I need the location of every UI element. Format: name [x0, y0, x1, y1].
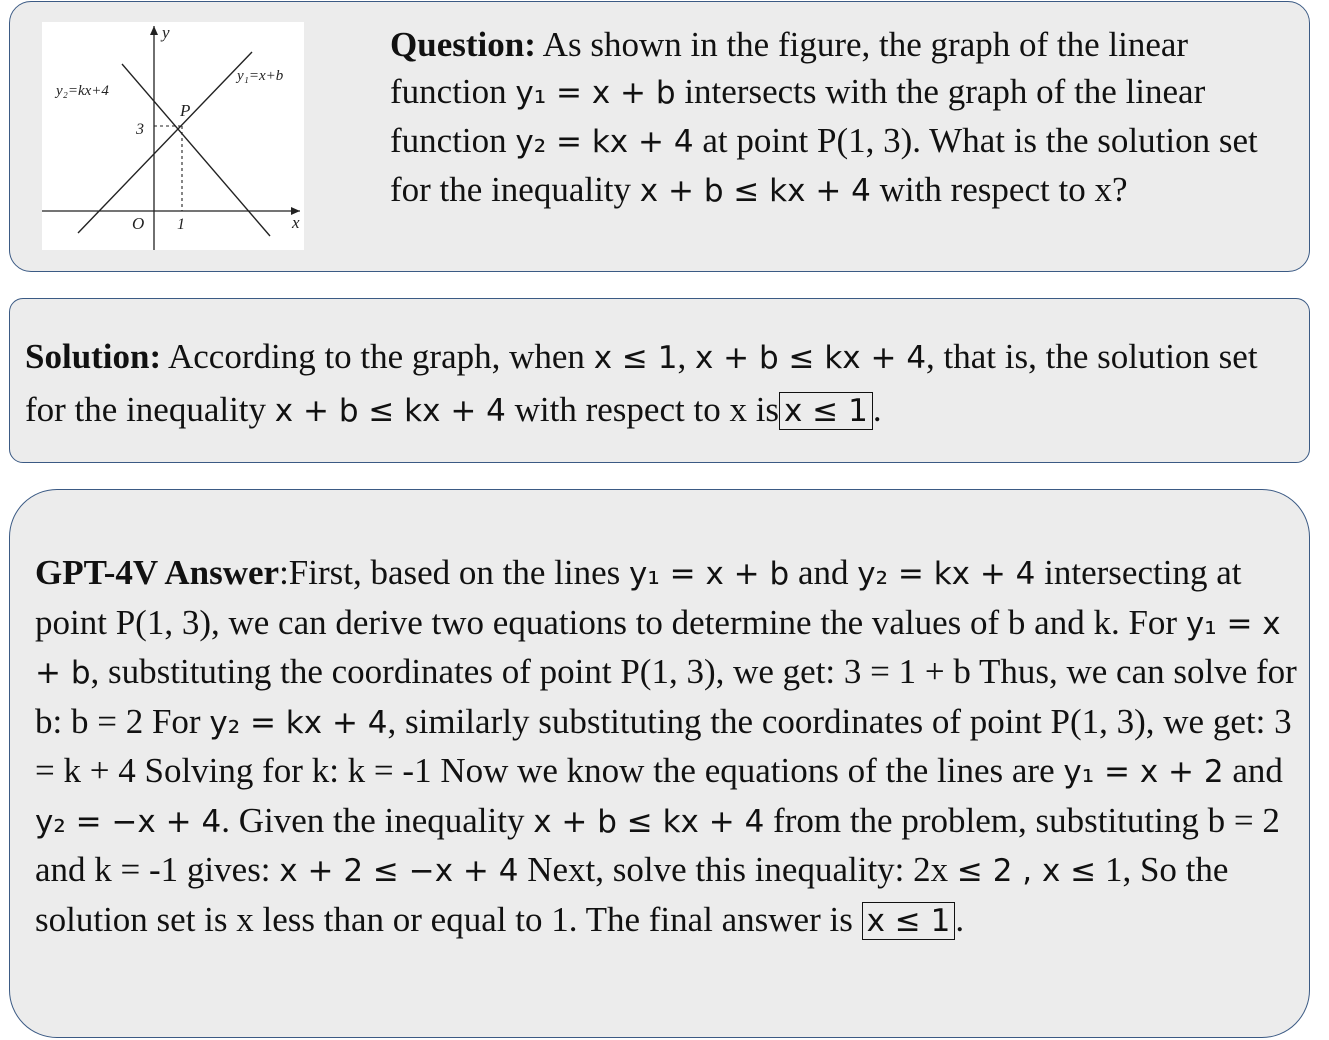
solution-end: .: [872, 390, 882, 429]
answer-sentence-7: 1, So the solution set is x less than or equal to 1. The final answer is: [35, 850, 1229, 939]
tick-y-label: 3: [136, 121, 144, 138]
question-point: at point P(1, 3). What is the solution set for the inequality: [390, 121, 1258, 209]
answer-eq1: y₁ = x + b: [629, 556, 790, 592]
answer-inequality-3: ≤ 2 , x ≤: [956, 853, 1097, 889]
y-axis-arrow: [150, 26, 158, 35]
model-answer-card: [9, 489, 1310, 1038]
answer-intro: :First, based on the lines: [279, 553, 630, 592]
line-y1: [78, 52, 252, 233]
question-intro: As shown in the figure, the graph of the linear function: [390, 25, 1189, 111]
solution-comma: ,: [677, 337, 695, 376]
answer-sentence-2: , substituting the coordinates of point P(1, 3), we get: 3 = 1 + b Thus, we can solve for b: b = 2 For: [35, 652, 1297, 741]
question-eq1: y₁ = x + b: [515, 75, 676, 111]
question-label: Question:: [390, 25, 536, 64]
question-end: with respect to x?: [870, 170, 1128, 209]
solution-part3: with respect to x is: [505, 390, 780, 429]
tick-x-label: 1: [177, 216, 185, 233]
answer-eq1b: y₁ = x + b: [35, 605, 1281, 691]
answer-eq4: y₂ = −x + 4: [35, 803, 222, 840]
answer-and: and: [789, 553, 858, 592]
model-answer-text: [35, 549, 1301, 945]
line-y2-label: y₂=kx+4: [56, 83, 109, 99]
answer-eq3: y₁ = x + 2: [1063, 754, 1224, 790]
answer-sentence-3: , similarly substituting the coordinates of point P(1, 3), we get: 3 = k + 4 Solving for k: k = -1 Now we know the equations of the lines are: [35, 701, 1292, 790]
answer-sentence-4: . Given the inequality: [221, 800, 534, 840]
solution-inequality-2: x + b ≤ kx + 4: [274, 393, 506, 429]
answer-sentence-1: intersecting at point P(1, 3), we can derive two equations to determine the values of b and k. For: [35, 553, 1242, 642]
point-label: P: [180, 101, 191, 120]
answer-end: .: [955, 899, 965, 939]
answer-sentence-5: from the problem, substituting b = 2 and k = -1 gives:: [35, 800, 1280, 889]
solution-part1: According to the graph, when: [161, 337, 594, 376]
y-axis-label: y: [162, 23, 170, 42]
x-axis-label: x: [292, 213, 300, 232]
question-inequality: x + b ≤ kx + 4: [639, 173, 871, 209]
solution-condition: x ≤ 1: [593, 340, 678, 376]
answer-inequality-2: x + 2 ≤ −x + 4: [279, 853, 519, 889]
solution-part2: , that is, the solution set for the inequality: [25, 337, 1258, 429]
solution-inequality: x + b ≤ kx + 4: [694, 340, 927, 376]
question-text: [390, 21, 1302, 215]
question-eq2: y₂ = kx + 4: [515, 124, 694, 160]
solution-card: [9, 298, 1310, 463]
line-y2: [122, 64, 270, 236]
answer-label: GPT-4V Answer: [35, 553, 280, 592]
solution-text: [25, 331, 1295, 437]
question-card: [9, 1, 1310, 272]
answer-eq2: y₂ = kx + 4: [857, 556, 1036, 592]
function-graph: [42, 22, 304, 250]
graph-svg: [42, 22, 304, 250]
solution-answer-box: x ≤ 1: [779, 392, 873, 430]
solution-label: Solution:: [25, 337, 162, 376]
answer-final-box: x ≤ 1: [862, 902, 956, 940]
origin-label: O: [132, 214, 145, 233]
answer-sentence-6: Next, solve this inequality: 2x: [518, 850, 957, 889]
question-middle: intersects with the graph of the linear function: [390, 72, 1206, 160]
answer-and-2: and: [1223, 751, 1283, 790]
answer-eq2b: y₂ = kx + 4: [209, 704, 388, 741]
answer-inequality: x + b ≤ kx + 4: [533, 803, 765, 840]
line-y1-label: y₁=x+b: [237, 68, 284, 84]
